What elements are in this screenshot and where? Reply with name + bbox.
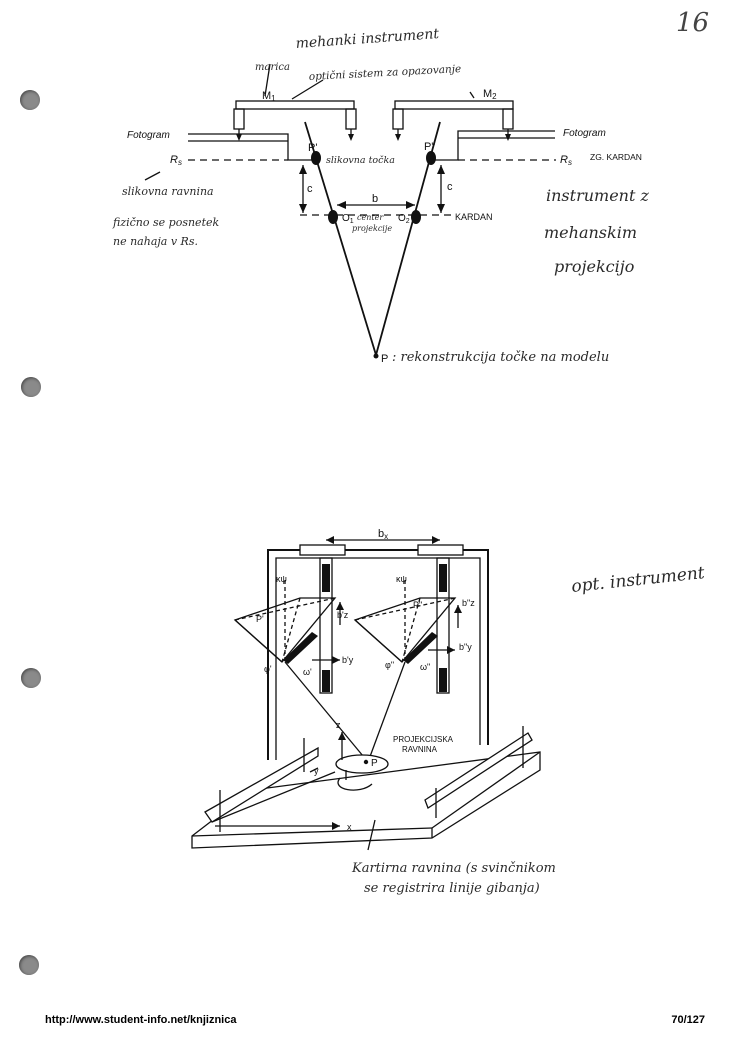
label-P: P (381, 353, 389, 365)
optical-instrument-diagram (0, 470, 751, 950)
label-by-left: b'y (342, 655, 354, 665)
label-projekcije: projekcije (352, 224, 393, 233)
label-opt-instrument: opt. instrument (570, 563, 706, 597)
label-fotogram-right: Fotogram (563, 128, 606, 139)
label-c-right: c (447, 181, 453, 193)
title-mechanical-instrument: mehanki instrument (295, 26, 440, 52)
note-line2: ne nahaja v Rs. (113, 235, 198, 248)
label-phi-left: φ' (264, 664, 272, 674)
label-omega-right: ω" (420, 662, 431, 672)
footer-page-number: 70/127 (671, 1014, 705, 1026)
optics-bar-left (236, 101, 354, 109)
film-carrier-right (403, 632, 438, 664)
label-phi-right: φ" (385, 660, 395, 670)
label-kardan: KARDAN (455, 212, 493, 222)
eyepiece-right-2 (503, 109, 513, 129)
label-slikovna-tocka: slikovna točka (326, 155, 395, 166)
bx-slide-right (418, 545, 463, 555)
label-P2: P" (413, 600, 423, 610)
eyepiece-left (234, 109, 244, 129)
label-P-caption: : rekonstrukcija točke na modelu (392, 350, 610, 365)
label-kappa-left: κψ (276, 574, 287, 584)
label-zg-kardan: ZG. KARDAN (590, 152, 642, 162)
label-M2: M2 (483, 88, 497, 101)
y-rail-right (425, 733, 532, 808)
right-note-line3: projekcijo (554, 257, 635, 276)
label-slikovna-ravnina: slikovna ravnina (122, 185, 214, 198)
label-O1: $O_1$ (342, 213, 354, 225)
label-y-axis: y (314, 766, 319, 776)
eyepiece-right (393, 109, 403, 129)
label-Rs-right: Rs (560, 154, 572, 167)
label-by-right: b"y (459, 642, 472, 652)
projection-ray-right (368, 662, 405, 762)
mechanical-instrument-diagram (0, 0, 751, 470)
model-point-P (364, 760, 368, 764)
y-rail-left (205, 748, 318, 822)
label-projekcijska: PROJEKCIJSKA (393, 735, 454, 744)
handwritten-page-number: 16 (676, 8, 710, 38)
caption-line2: se registrira linije gibanja) (364, 881, 540, 896)
label-omega-left: ω' (303, 667, 312, 677)
label-Rs-left: Rs (170, 154, 182, 167)
joint-O1 (328, 210, 338, 224)
label-P1: P' (308, 142, 318, 154)
joint-P2 (426, 151, 436, 165)
photogram-right (430, 131, 555, 160)
caption-line1: Kartirna ravnina (s svinčnikom (352, 861, 556, 876)
tracing-table (336, 755, 388, 773)
label-ravnina: RAVNINA (402, 745, 437, 754)
label-center: center (357, 213, 384, 222)
label-P2: P" (424, 141, 436, 153)
label-M1: M1 (262, 90, 276, 103)
film-carrier-left (283, 632, 318, 664)
label-P1: P' (256, 614, 264, 624)
label-x-axis: x (347, 822, 352, 832)
label-c-left: c (307, 183, 313, 195)
label-bx: bx (378, 528, 389, 541)
photogram-left (188, 134, 318, 160)
label-optical-system: optični sistem za opazovanje (308, 63, 462, 83)
point-P (374, 354, 379, 359)
label-P: P (371, 758, 378, 769)
gantry-frame (268, 550, 488, 760)
joint-O2 (411, 210, 421, 224)
label-b: b (372, 193, 379, 205)
label-z-axis: z (336, 720, 341, 730)
optics-bar-right (395, 101, 513, 109)
label-marica: marica (255, 62, 290, 73)
label-fotogram-left: Fotogram (127, 130, 170, 141)
right-note-line2: mehanskim (544, 223, 637, 242)
right-note-line1: instrument z (546, 186, 649, 205)
note-line1: fizično se posnetek (113, 216, 220, 229)
label-bz-right: b"z (462, 598, 475, 608)
punch-hole (19, 955, 39, 975)
label-O2: $O_2$ (398, 213, 410, 225)
eyepiece-left-2 (346, 109, 356, 129)
label-bz-left: b'z (337, 610, 349, 620)
bx-slide-left (300, 545, 345, 555)
label-kappa-right: κψ (396, 574, 407, 584)
footer-url: http://www.student-info.net/knjiznica (45, 1014, 237, 1026)
